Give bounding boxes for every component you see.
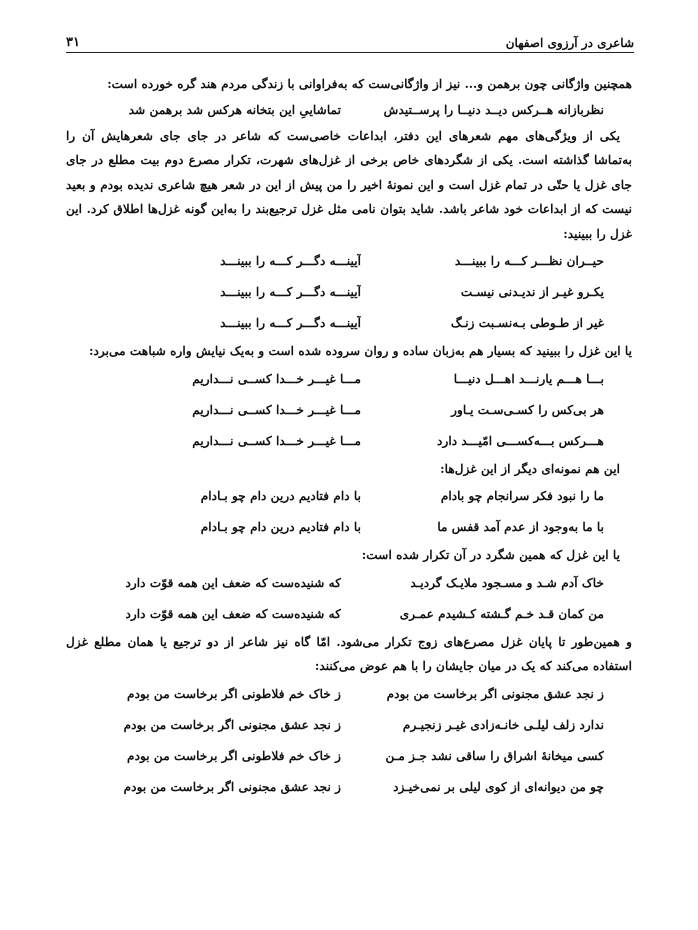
verse-couplet	[66, 599, 632, 630]
verse-hemistich-2: ز خاک خم فلاطونی اگر برخاست من بودم	[127, 748, 341, 763]
verse-hemistich-1: بـــا هـــم یارنـــد اهـــل دنیـــا	[453, 371, 604, 386]
verse-couplet	[66, 97, 632, 124]
running-title: شاعری در آرزوی اصفهان	[505, 36, 634, 50]
verse-hemistich-2: مـــا غیـــر خـــدا کســی نـــداریم	[192, 433, 361, 448]
verse-hemistich-2: که شنیده‌ست که ضعف این همه قوّت دارد	[125, 606, 341, 621]
verse-group-4	[66, 568, 632, 630]
verse-couplet	[66, 512, 632, 543]
page-number: ۳۱	[66, 35, 80, 50]
verse-hemistich-1: من کمان قـد خـم گـشته کـشیدم عمـری	[399, 606, 604, 621]
verse-hemistich-1: با ما به‌وجود از عدم آمد قفس ما	[437, 520, 604, 535]
verse-couplet	[66, 772, 632, 803]
verse-hemistich-2: آیینـــه دگـــر کـــه را ببینـــد	[220, 254, 361, 269]
verse-hemistich-2: آیینـــه دگـــر کـــه را ببینـــد	[220, 285, 361, 300]
verse-hemistich-2: ز نجد عشق مجنونی اگر برخاست من بودم	[123, 717, 341, 732]
verse-couplet	[66, 364, 632, 395]
verse-hemistich-2: ز نجد عشق مجنونی اگر برخاست من بودم	[123, 779, 341, 794]
verse-hemistich-1: کسی میخانهٔ اشراق را ساقی نشد جـز مـن	[385, 748, 604, 763]
verse-group-3	[66, 481, 632, 543]
verse-couplet	[66, 710, 632, 741]
body-paragraph: و همین‌طور تا پایان غزل مصرع‌های زوج تکرار می‌شود. امّا گاه نیز شاعر از دو ترجیع یا همان مطلع غزل استفاده می‌کند که یک در میان جایشان را با هم عوض می‌کنند:	[66, 634, 632, 673]
verse-hemistich-1: چو من دیوانه‌ای از کوی لیلی بر نمی‌خیـزد	[393, 779, 604, 794]
verse-hemistich-1: ز نجد عشق مجنونی اگر برخاست من بودم	[386, 686, 604, 701]
running-header	[66, 26, 634, 53]
verse-couplet	[66, 426, 632, 457]
verse-hemistich-1: نظربازانه هــرکس دیــد دنیــا را پرســتیدش	[383, 102, 604, 117]
verse-hemistich-2: مـــا غیـــر خـــدا کســی نـــداریم	[192, 371, 361, 386]
verse-hemistich-1: هـــرکس بـــه‌کســـی امّیـــد دارد	[437, 433, 604, 448]
verse-group-1	[66, 246, 632, 339]
verse-couplet	[66, 308, 632, 339]
verse-couplet	[66, 395, 632, 426]
verse-hemistich-2: که شنیده‌ست که ضعف این همه قوّت دارد	[125, 575, 341, 590]
intro-paragraph: همچنین واژگانی چون برهمن و... نیز از واژگانی‌ست که به‌فراوانی با زندگی مردم هند گره خورده است:	[107, 77, 632, 91]
verse-couplet	[66, 277, 632, 308]
verse-hemistich-1: ندارد زلف لیلـی خانـه‌زادی غیـر زنجیـرم	[402, 717, 604, 732]
verse-hemistich-1: حیــران نظـــر کـــه را ببینـــد	[454, 254, 604, 269]
verse-group-5	[66, 679, 632, 803]
verse-hemistich-2: ز خاک خم فلاطونی اگر برخاست من بودم	[127, 686, 341, 701]
verse-hemistich-2: با دام فتادیم درین دام چو بـادام	[200, 489, 361, 504]
verse-hemistich-2: تماشاییِ این بتخانه هرکس شد برهمن شد	[128, 102, 341, 117]
verse-couplet	[66, 741, 632, 772]
verse-hemistich-2: مـــا غیـــر خـــدا کســی نـــداریم	[192, 402, 361, 417]
body-paragraph: یا این غزل که همین شگرد در آن تکرار شده است:	[361, 548, 620, 562]
body-paragraph: یکی از ویژگی‌های مهم شعرهای این دفتر، ابداعات خاصی‌ست که شاعر در جای جای شعرهایش آن را به‌تماشا گذاشته است. یکی از شگردهای خاص برخی از غزل‌های شهرت، تکرار مصرع دوم بیت مطلع در جای جای غزل یا حتّی در تمام غزل است و این نمونهٔ اخیر را من پیش از این در شعر هیچ شاعری ندیده بودم و بعید نیست که از ابداعات خود شاعر باشد. شاید بتوان نامی مثل غزل ترجیع‌بند را به‌این گونه غزل‌ها اطلاق کرد. این غزل را ببینید:	[66, 128, 632, 241]
body-paragraph: یا این غزل را ببینید که بسیار هم به‌زبان ساده و روان سروده شده است و به‌یک نیایش واره شباهت می‌برد:	[88, 344, 632, 358]
verse-couplet	[66, 246, 632, 277]
verse-couplet	[66, 481, 632, 512]
verse-hemistich-1: غیر از طـوطی بـه‌نسـبت زنـگ	[450, 316, 604, 331]
verse-hemistich-1: ما را نبود فکر سرانجام چو بادام	[440, 489, 604, 504]
verse-hemistich-1: خاک آدم شـد و مسـجود ملایـک گردیـد	[410, 575, 604, 590]
verse-hemistich-1: هر بی‌کس را کسـی‌سـت یـاور	[451, 402, 604, 417]
verse-hemistich-2: با دام فتادیم درین دام چو بـادام	[200, 520, 361, 535]
page-body	[66, 72, 632, 803]
verse-hemistich-2: آیینـــه دگـــر کـــه را ببینـــد	[220, 316, 361, 331]
verse-group-2	[66, 364, 632, 457]
verse-couplet	[66, 679, 632, 710]
verse-couplet	[66, 568, 632, 599]
verse-hemistich-1: یکـرو غیـر از ندیـدنی نیسـت	[460, 285, 604, 300]
body-paragraph: این هم نمونه‌ای دیگر از این غزل‌ها:	[440, 461, 620, 476]
